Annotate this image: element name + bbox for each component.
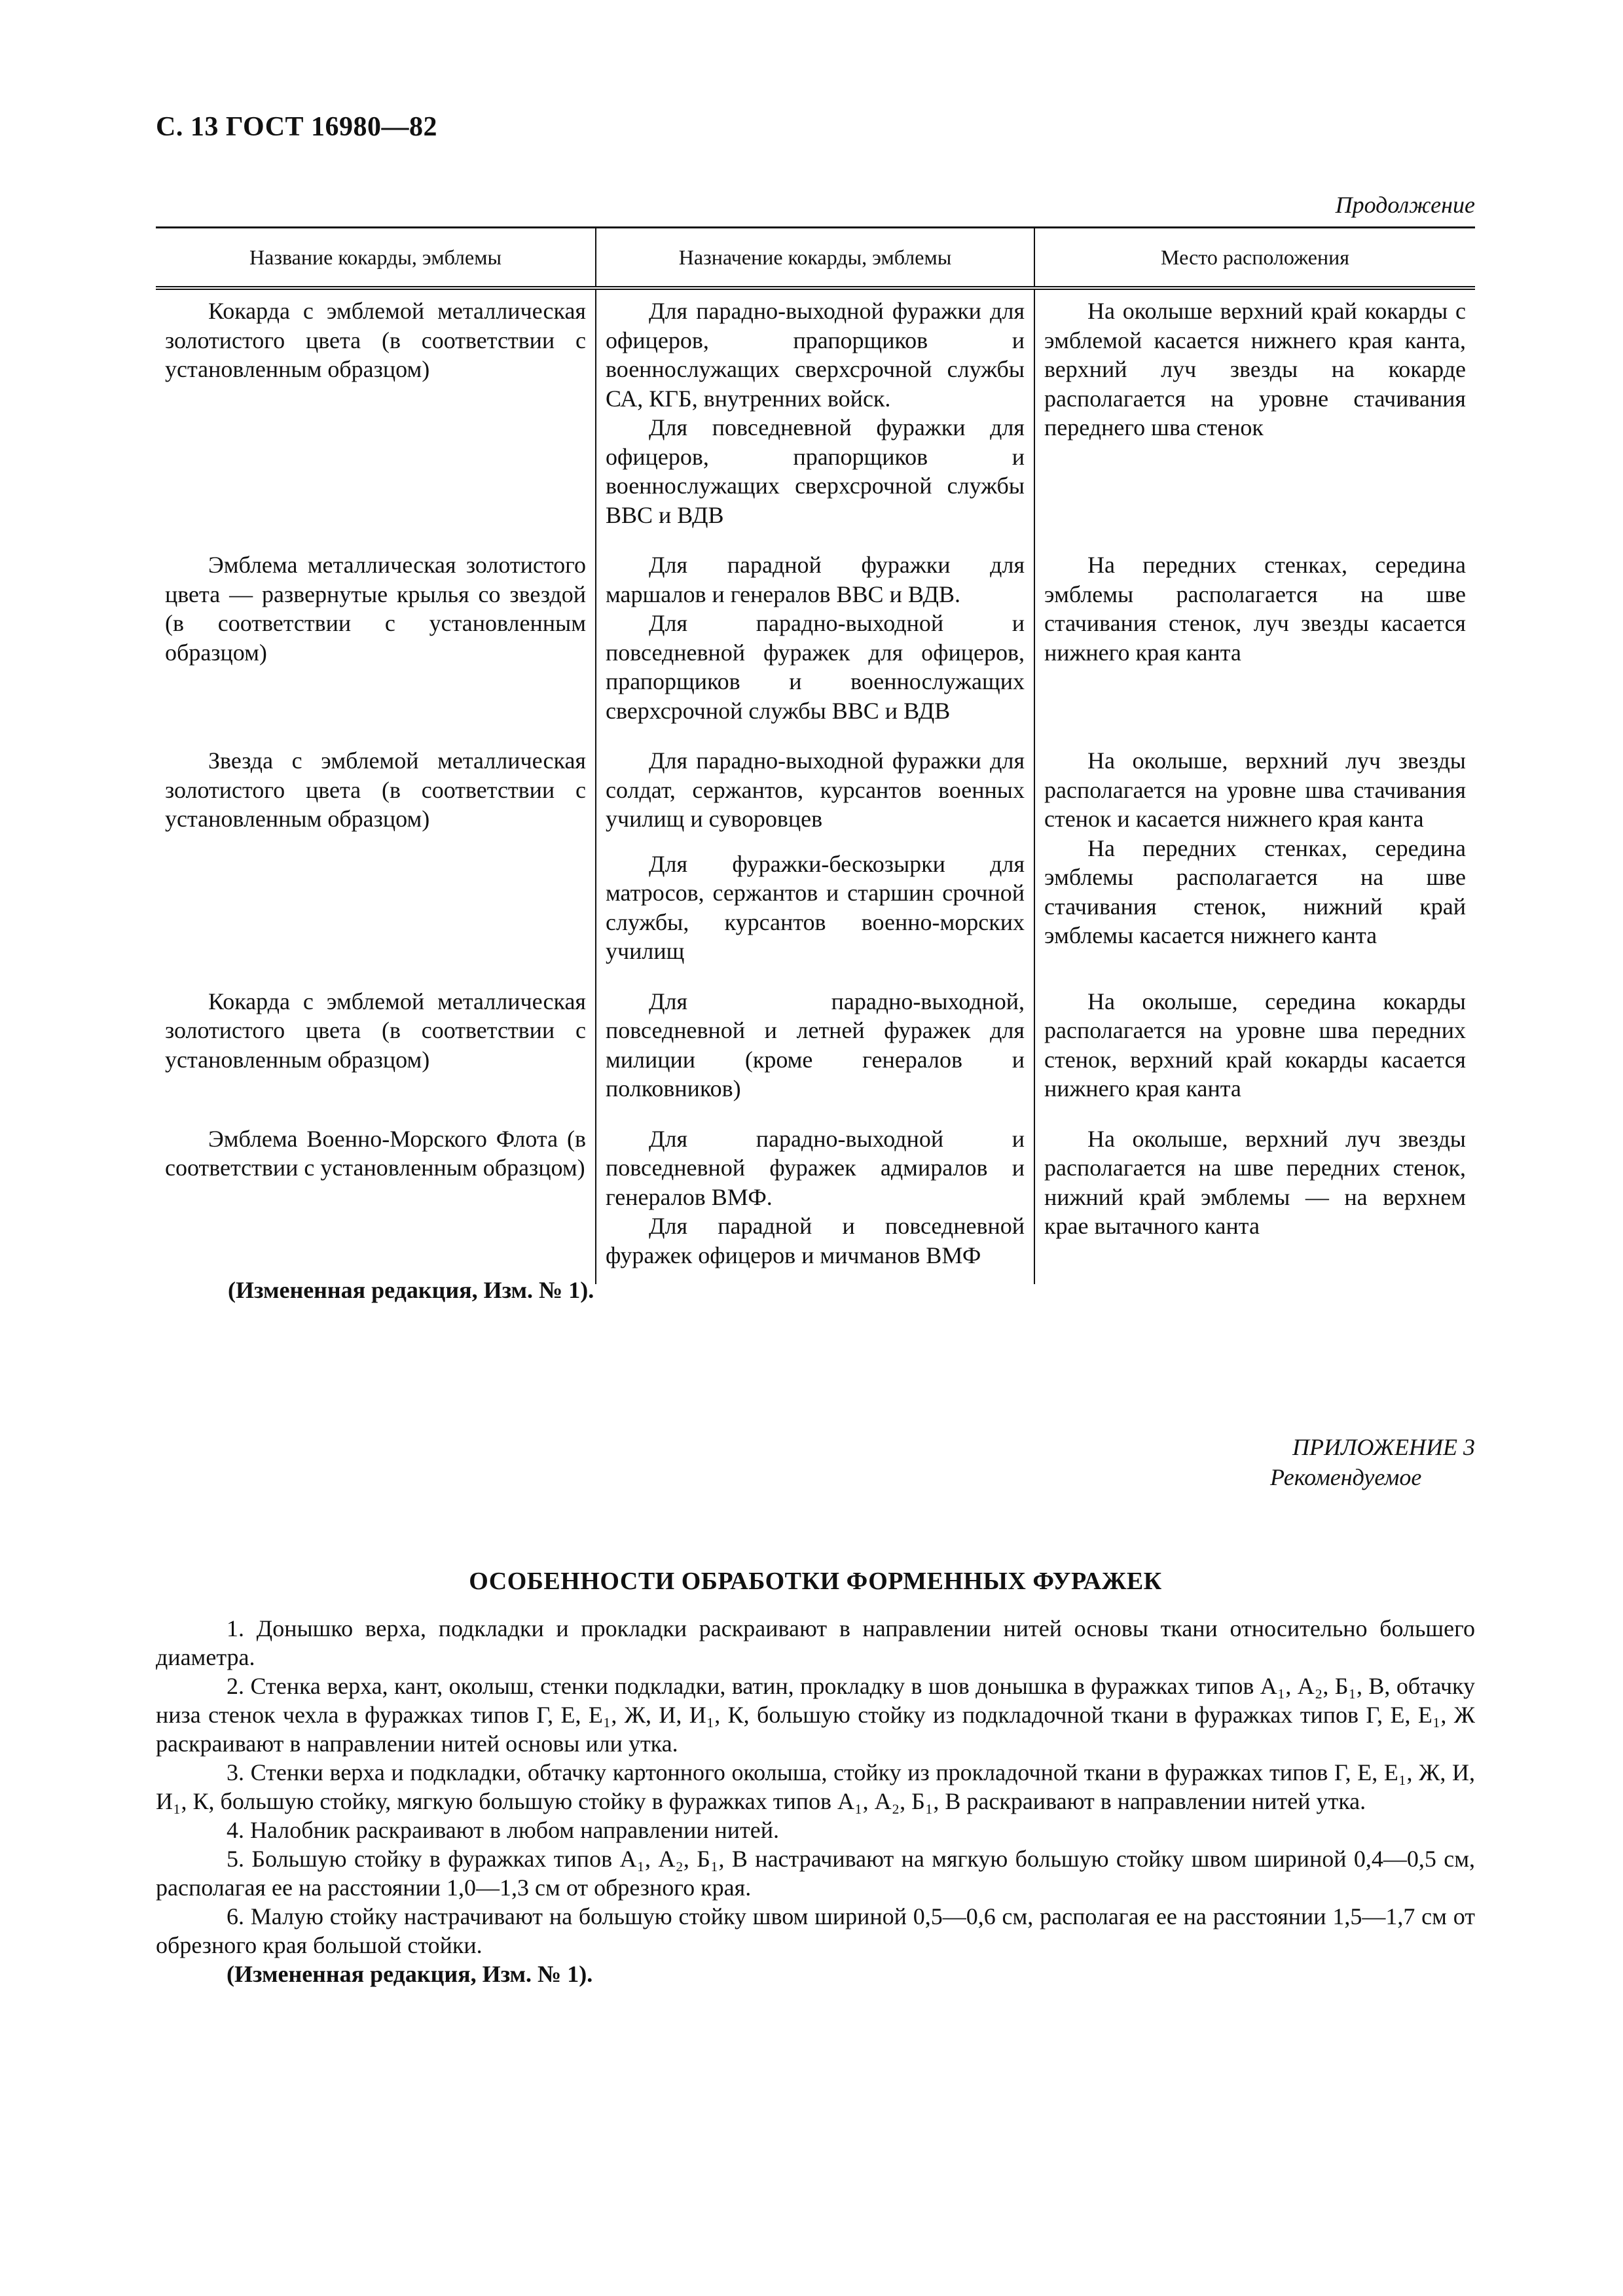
- appendix-subtitle: Рекомендуемое: [1270, 1464, 1422, 1490]
- column-header: Место расположения: [1034, 228, 1475, 289]
- emblem-purpose-cell: [596, 1118, 1034, 1285]
- emblem-purpose: Для парадно-выходной фуражки для солдат, сержантов, курсантов военных училищ и суворовцев: [606, 747, 1025, 832]
- paragraph: 6. Малую стойку настрачивают на большую стойку швом шириной 0,5—0,6 см, располагая ее на расстоянии 1,5—1,7 см от обрезного края большой стойки.: [156, 1903, 1475, 1958]
- paragraph: 2. Стенка верха, кант, околыш, стенки подкладки, ватин, прокладку в шов донышка в фуражках типов А₁, А₂, Б₁, В, обтачку низа стенок чехла в фуражках типов Г, Е, Е₁, Ж, И, И₁, К, большую стойку из подкладочной ткани в фуражках типов Г, Е, Е₁, Ж раскраивают в направлении нитей основы или утка.: [156, 1673, 1475, 1757]
- emblem-placement-cell: [1034, 1118, 1475, 1285]
- appendix-label: [1270, 1433, 1475, 1491]
- paragraph: 4. Налобник раскраивают в любом направлении нитей.: [227, 1817, 779, 1843]
- column-header: Название кокарды, эмблемы: [156, 228, 596, 289]
- paragraph: 1. Донышко верха, подкладки и прокладки раскраивают в направлении нитей основы ткани относительно большего диаметра.: [156, 1615, 1475, 1670]
- emblem-name: Кокарда с эмблемой металлическая золотистого цвета (в соответствии с установленным образцом): [165, 298, 586, 382]
- table-row: [156, 544, 1475, 740]
- emblem-placement: На околыше, верхний луч звезды располагается на шве передних стенок, нижний край эмблемы — на верхнем крае вытачного канта: [1044, 1125, 1466, 1239]
- emblem-purpose: Для парадно-выходной, повседневной и летней фуражек для милиции (кроме генералов и полковников): [606, 988, 1025, 1102]
- table-row: [156, 288, 1475, 544]
- emblem-purpose-cell: [596, 980, 1034, 1118]
- emblem-purpose: Для фуражки-бескозырки для матросов, сержантов и старшин срочной службы, курсантов военно-морских училищ: [606, 850, 1025, 964]
- emblem-purpose-cell: [596, 740, 1034, 980]
- amendment-note: (Измененная редакция, Изм. № 1).: [228, 1277, 594, 1303]
- table-row: [156, 740, 1475, 980]
- appendix-title: ПРИЛОЖЕНИЕ 3: [1292, 1434, 1475, 1460]
- emblem-name: Кокарда с эмблемой металлическая золотистого цвета (в соответствии с установленным образцом): [165, 988, 586, 1073]
- emblem-name-cell: [156, 980, 596, 1118]
- emblem-table: [156, 226, 1475, 1284]
- amendment-note: (Измененная редакция, Изм. № 1).: [227, 1961, 593, 1987]
- emblem-placement: На околыше, середина кокарды располагается на уровне шва передних стенок, верхний край кокарды касается нижнего края канта: [1044, 988, 1466, 1102]
- emblem-name-cell: [156, 740, 596, 980]
- emblem-purpose: Для парадной фуражки для маршалов и генералов ВВС и ВДВ.: [606, 552, 1025, 607]
- emblem-placement-cell: [1034, 544, 1475, 740]
- section-body: [156, 1614, 1475, 1988]
- emblem-placement-cell: [1034, 288, 1475, 544]
- section-title: ОСОБЕННОСТИ ОБРАБОТКИ ФОРМЕННЫХ ФУРАЖЕК: [469, 1568, 1162, 1595]
- table-row: [156, 1118, 1475, 1285]
- emblem-placement-cell: [1034, 740, 1475, 980]
- emblem-name-cell: [156, 544, 596, 740]
- emblem-purpose: Для парадно-выходной и повседневной фуражек для офицеров, прапорщиков и военнослужащих сверхсрочной службы ВВС и ВДВ: [606, 610, 1025, 724]
- emblem-purpose: Для парадно-выходной и повседневной фуражек адмиралов и генералов ВМФ.: [606, 1125, 1025, 1210]
- table-row: [156, 980, 1475, 1118]
- emblem-placement: На околыше верхний край кокарды с эмблемой касается нижнего края канта, верхний луч звезды на кокарде располагается на уровне стачивания переднего шва стенок: [1044, 298, 1466, 440]
- emblem-purpose: Для повседневной фуражки для офицеров, прапорщиков и военнослужащих сверхсрочной службы ВВС и ВДВ: [606, 414, 1025, 528]
- emblem-name-cell: [156, 288, 596, 544]
- table-header-row: [156, 228, 1475, 289]
- emblem-placement-cell: [1034, 980, 1475, 1118]
- emblem-purpose-cell: [596, 544, 1034, 740]
- paragraph: 3. Стенки верха и подкладки, обтачку картонного околыша, стойку из прокладочной ткани в фуражках типов Г, Е, Е₁, Ж, И, И₁, К, большую стойку, мягкую большую стойку в фуражках типов А₁, А₂, Б₁, В раскраивают в направлении нитей утка.: [156, 1759, 1475, 1814]
- emblem-name: Звезда с эмблемой металлическая золотистого цвета (в соответствии с установленным образцом): [165, 747, 586, 832]
- continuation-label: Продолжение: [1335, 192, 1475, 218]
- emblem-purpose: Для парадной и повседневной фуражек офицеров и мичманов ВМФ: [606, 1213, 1025, 1268]
- emblem-name-cell: [156, 1118, 596, 1285]
- column-header: Назначение кокарды, эмблемы: [596, 228, 1034, 289]
- emblem-name: Эмблема металлическая золотистого цвета — развернутые крылья со звездой (в соответствии с установленным образцом): [165, 552, 586, 666]
- emblem-name: Эмблема Военно-Морского Флота (в соответствии с установленным образцом): [165, 1125, 586, 1181]
- emblem-purpose-cell: [596, 288, 1034, 544]
- emblem-placement: На околыше, верхний луч звезды располагается на уровне шва стачивания стенок и касается нижнего края канта: [1044, 747, 1466, 832]
- paragraph: 5. Большую стойку в фуражках типов А₁, А₂, Б₁, В настрачивают на мягкую большую стойку швом шириной 0,4—0,5 см, располагая ее на расстоянии 1,0—1,3 см от обрезного края.: [156, 1846, 1475, 1901]
- emblem-placement: На передних стенках, середина эмблемы располагается на шве стачивания стенок, нижний край эмблемы касается нижнего канта: [1044, 834, 1466, 948]
- emblem-placement: На передних стенках, середина эмблемы располагается на шве стачивания стенок, луч звезды касается нижнего края канта: [1044, 552, 1466, 666]
- page-header: С. 13 ГОСТ 16980—82: [156, 112, 438, 142]
- emblem-purpose: Для парадно-выходной фуражки для офицеров, прапорщиков и военнослужащих сверхсрочной службы СА, КГБ, внутренних войск.: [606, 298, 1025, 412]
